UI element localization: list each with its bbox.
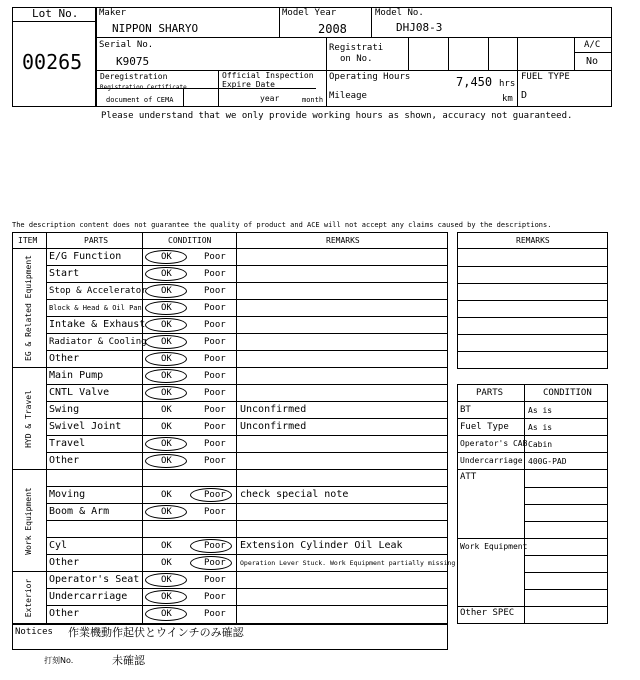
- group-label-eg: EG & Related Equipment: [24, 255, 33, 361]
- header-condition: CONDITION: [168, 236, 212, 245]
- ok-option: OK: [161, 353, 172, 364]
- part-label: Travel: [49, 438, 86, 449]
- part-label: Intake & Exhaust: [49, 319, 146, 330]
- year-label: year: [260, 94, 280, 103]
- part-label: Moving: [49, 489, 86, 500]
- poor-option: Poor: [204, 251, 226, 262]
- registration-label-2: on No.: [340, 54, 373, 64]
- spec-part: Fuel Type: [460, 422, 509, 432]
- poor-circle: [190, 556, 232, 570]
- poor-option: Poor: [204, 285, 226, 296]
- ok-circle: [145, 386, 187, 400]
- poor-option: Poor: [204, 489, 226, 500]
- poor-circle: [190, 539, 232, 553]
- lot-number: 00265: [22, 50, 83, 74]
- part-label: Main Pump: [49, 370, 104, 381]
- header-remarks: REMARKS: [326, 236, 360, 245]
- remark-text: check special note: [240, 489, 349, 500]
- inspection-label-2: Expire Date: [222, 80, 275, 89]
- group-label-exterior: Exterior: [24, 578, 33, 618]
- registration-certificate: Registration Certificate: [100, 84, 187, 91]
- remark-text: Operation Lever Stuck. Work Equipment partially missing: [240, 559, 456, 567]
- poor-option: Poor: [204, 404, 226, 415]
- ok-circle: [145, 301, 187, 315]
- part-label: Block & Head & Oil Pan: [49, 304, 142, 312]
- part-label: Cyl: [49, 540, 68, 551]
- model-year-value: 2008: [318, 22, 347, 36]
- operating-hours-label: Operating Hours: [329, 72, 411, 82]
- ok-option: OK: [161, 591, 172, 602]
- ok-option: OK: [161, 421, 172, 432]
- operating-hours-value: 7,450: [456, 75, 493, 89]
- header-item: ITEM: [18, 236, 38, 245]
- poor-option: Poor: [204, 438, 226, 449]
- group-label-hyd: HYD & Travel: [24, 390, 33, 448]
- ok-option: OK: [161, 370, 172, 381]
- remark-text: Extension Cylinder Oil Leak: [240, 540, 403, 551]
- part-label: Swing: [49, 404, 80, 415]
- ok-option: OK: [161, 387, 172, 398]
- header-parts: PARTS: [84, 236, 109, 245]
- ac-value: No: [586, 56, 599, 67]
- document-of-cema: document of CEMA: [106, 96, 174, 104]
- ok-circle: [145, 267, 187, 281]
- lot-label: Lot No.: [32, 7, 79, 20]
- mileage-label: Mileage: [329, 91, 367, 101]
- poor-option: Poor: [204, 455, 226, 466]
- ok-circle: [145, 335, 187, 349]
- ok-circle: [145, 437, 187, 451]
- serial-label: Serial No.: [99, 40, 154, 50]
- ok-option: OK: [161, 489, 172, 500]
- ok-circle: [145, 607, 187, 621]
- part-label: Undercarriage: [49, 591, 128, 602]
- poor-circle: [190, 488, 232, 502]
- spec-condition: As is: [528, 406, 553, 415]
- poor-option: Poor: [204, 540, 226, 551]
- part-label: Other: [49, 608, 80, 619]
- model-no-label: Model No.: [375, 8, 424, 18]
- maker-value: NIPPON SHARYO: [112, 22, 199, 35]
- poor-option: Poor: [204, 370, 226, 381]
- notices-value: 作業機動作起伏とウインチのみ確認: [68, 626, 244, 639]
- spec-part: Operator's CAB: [460, 439, 528, 448]
- description-disclaimer: The description content does not guarantee the quality of product and ACE will not accept any claims caused by the descriptions.: [12, 221, 552, 229]
- ok-option: OK: [161, 336, 172, 347]
- spec-condition: As is: [528, 423, 553, 432]
- part-label: Other: [49, 557, 80, 568]
- serial-value: K9075: [116, 55, 150, 68]
- poor-option: Poor: [204, 557, 226, 568]
- ok-option: OK: [161, 268, 172, 279]
- part-label: Other: [49, 353, 80, 364]
- part-label: Swivel Joint: [49, 421, 122, 432]
- ok-circle: [145, 454, 187, 468]
- poor-option: Poor: [204, 574, 226, 585]
- remark-text: Unconfirmed: [240, 421, 307, 432]
- hours-disclaimer: Please understand that we only provide working hours as shown, accuracy not guaranteed.: [101, 111, 573, 121]
- model-year-label: Model Year: [282, 8, 337, 18]
- ok-circle: [145, 505, 187, 519]
- group-label-work: Work Equipment: [24, 487, 33, 555]
- poor-option: Poor: [204, 421, 226, 432]
- poor-option: Poor: [204, 506, 226, 517]
- ok-circle: [145, 590, 187, 604]
- fuel-type-value: D: [521, 90, 528, 101]
- poor-option: Poor: [204, 608, 226, 619]
- ok-option: OK: [161, 438, 172, 449]
- ok-option: OK: [161, 557, 172, 568]
- spec-part: BT: [460, 405, 471, 415]
- ac-label: A/C: [584, 40, 601, 50]
- registration-label-1: Registrati: [329, 43, 384, 53]
- ok-option: OK: [161, 608, 172, 619]
- mileage-unit: km: [502, 94, 513, 104]
- ok-option: OK: [161, 404, 172, 415]
- ok-circle: [145, 369, 187, 383]
- spec-part: ATT: [460, 472, 477, 482]
- part-label: Other: [49, 455, 80, 466]
- ok-option: OK: [161, 506, 172, 517]
- month-label: month: [302, 96, 324, 104]
- stamp-no-value: 未確認: [112, 654, 145, 667]
- ok-option: OK: [161, 285, 172, 296]
- part-label: CNTL Valve: [49, 387, 110, 398]
- ok-circle: [145, 352, 187, 366]
- right-remarks-header: REMARKS: [516, 236, 550, 245]
- ok-option: OK: [161, 302, 172, 313]
- part-label: Radiator & Cooling: [49, 337, 147, 347]
- part-label: Operator's Seat: [49, 574, 140, 585]
- poor-option: Poor: [204, 591, 226, 602]
- poor-option: Poor: [204, 387, 226, 398]
- part-label: Start: [49, 268, 80, 279]
- poor-option: Poor: [204, 353, 226, 364]
- ok-circle: [145, 573, 187, 587]
- poor-option: Poor: [204, 319, 226, 330]
- spec-condition: Cabin: [528, 440, 553, 449]
- ok-option: OK: [161, 540, 172, 551]
- ok-circle: [145, 250, 187, 264]
- poor-option: Poor: [204, 336, 226, 347]
- right-parts-header: PARTS: [476, 388, 504, 398]
- ok-circle: [145, 318, 187, 332]
- fuel-type-label: FUEL TYPE: [521, 72, 570, 82]
- hours-unit: hrs: [499, 79, 516, 89]
- spec-part: Work Equipment: [460, 542, 528, 551]
- part-label: Boom & Arm: [49, 506, 110, 517]
- poor-option: Poor: [204, 268, 226, 279]
- ok-circle: [145, 284, 187, 298]
- part-label: E/G Function: [49, 251, 122, 262]
- remark-text: Unconfirmed: [240, 404, 307, 415]
- ok-option: OK: [161, 574, 172, 585]
- poor-option: Poor: [204, 302, 226, 313]
- part-label: Stop & Accelerator: [49, 286, 147, 296]
- spec-part: Other SPEC: [460, 608, 515, 618]
- deregistration-label: Deregistration: [100, 72, 168, 81]
- inspection-label-1: Official Inspection: [222, 71, 314, 80]
- maker-label: Maker: [99, 8, 127, 18]
- ok-option: OK: [161, 455, 172, 466]
- model-no-value: DHJ08-3: [396, 21, 443, 34]
- ok-option: OK: [161, 319, 172, 330]
- spec-condition: 400G-PAD: [528, 457, 567, 466]
- right-condition-header: CONDITION: [543, 388, 592, 398]
- ok-option: OK: [161, 251, 172, 262]
- spec-part: Undercarriage: [460, 456, 523, 465]
- stamp-no-label: 打刻No.: [44, 656, 74, 665]
- notices-label: Notices: [15, 627, 53, 637]
